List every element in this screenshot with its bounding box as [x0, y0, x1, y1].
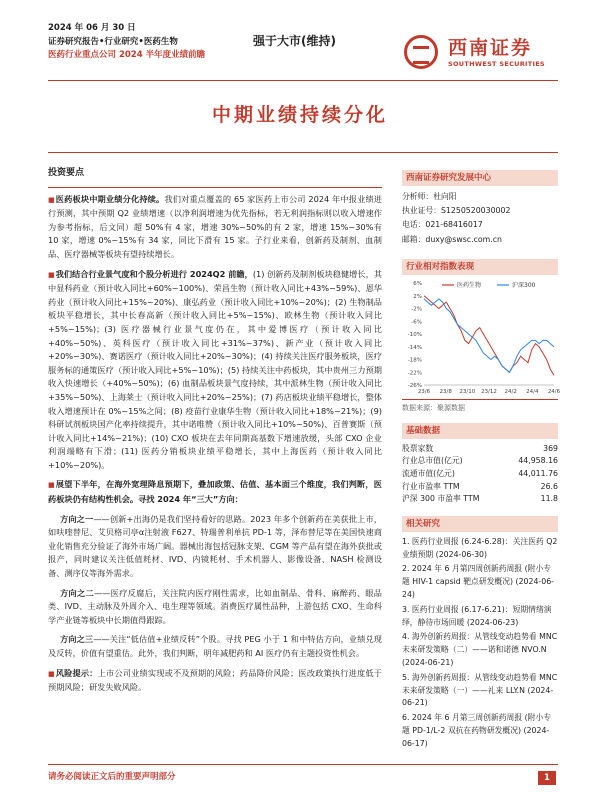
- direction-3-text: ——关注“低估值+业绩反转”个股。寻找 PEG 小于 1 和中特估方向，业绩兑现及反转，价值有望重估。此外，我们判断，明年减肥药和 AI 医疗仍有主题投资性机会。: [48, 634, 382, 658]
- key-point-1-lead: 医药板块中期业绩分化持续。: [55, 193, 165, 204]
- x-tick-label: 23/6: [417, 388, 431, 395]
- bullet-icon: ■: [48, 270, 55, 279]
- x-tick-label: 23/10: [459, 388, 476, 395]
- legend-label: 沪深300: [512, 281, 536, 289]
- rating: 强于大市(维持): [253, 34, 336, 48]
- related-report-link[interactable]: 6. 2024 年 6 月第三周创新药周报 (附小专题 PD-1/L-2 双抗在药物研发概况) (2024-06-17): [402, 713, 552, 748]
- related-report-link[interactable]: 5. 海外创新药周报：从管线变动趋势看 MNC 未来研发策略（一）——礼来 LLY.N (2024-06-21): [402, 672, 558, 708]
- analyst-row: [402, 190, 558, 204]
- sidebar: [402, 170, 561, 753]
- bullet-icon: ■: [48, 195, 55, 204]
- x-tick-label: 23/12: [481, 388, 497, 395]
- x-tick-label: 24/4: [526, 388, 539, 395]
- email-link[interactable]: duxy@swsc.com.cn: [425, 234, 502, 244]
- dept-title: 西南证券研究发展中心: [402, 170, 558, 186]
- report-type: 证券研究报告•行业研究•医药生物: [48, 36, 178, 47]
- page-number: 1: [538, 771, 556, 785]
- bullet-icon: ■: [48, 481, 55, 490]
- x-tick-label: 23/8: [439, 388, 452, 395]
- analyst-name: 杜向阳: [433, 192, 457, 201]
- section-divider: [48, 187, 382, 188]
- y-tick-label: -26%: [407, 382, 422, 389]
- license-row: [402, 204, 558, 218]
- footer-divider: [48, 764, 558, 765]
- basic-data-label: 沪深 300 市盈率 TTM: [402, 494, 480, 504]
- logo-mark-icon: [404, 35, 438, 69]
- brand-logo: [404, 33, 554, 73]
- risk-warning: [48, 667, 382, 695]
- phone-number: 021-68416017: [425, 220, 483, 230]
- direction-2-lead: 方向之二: [60, 587, 94, 598]
- basic-data-label: 股票家数: [402, 443, 434, 453]
- chart-source: 数据来源：聚源数据: [402, 403, 465, 412]
- disclaimer: 请务必阅读正文后的重要声明部分: [48, 772, 176, 782]
- direction-2-text: ——医疗反腐后，关注院内医疗刚性需求，比如血制品、骨科、麻醉药、眼品类、IVD、主动脉及外周介入、电生理等领域。消费医疗属性品种，上游包括 CXO、生命科学产业链等板块中长期值得跟踪。: [48, 587, 382, 625]
- basic-data-value: 44,958.16: [518, 456, 558, 466]
- basic-data-label: 行业市盈率 TTM: [402, 481, 460, 491]
- series-line-pharma: [424, 296, 554, 376]
- key-point-3: [48, 478, 382, 506]
- report-subtitle: 医药行业重点公司 2024 半年度业绩前瞻: [48, 50, 206, 60]
- basic-data-label: 行业总市值(亿元): [402, 456, 463, 466]
- email-row: [402, 233, 558, 247]
- y-tick-label: 6%: [413, 280, 422, 287]
- x-tick-label: 24/6: [547, 388, 561, 395]
- series-line-csi300: [424, 299, 554, 372]
- report-date: 2024 年 06 月 30 日: [48, 23, 136, 33]
- basic-data-value: 44,011.76: [518, 469, 558, 478]
- direction-3: [48, 633, 382, 660]
- basic-data-value: 369: [543, 443, 558, 453]
- header-divider: [48, 80, 558, 81]
- basic-data-title: 基础数据: [402, 423, 558, 439]
- basic-data-value: 11.8: [540, 494, 558, 504]
- key-point-2-text: (1) 创新药及制剂板块稳健增长，其中显科药业（预计收入同比+60%~100%)、荣昌生物（预计收入同比+43%~59%)、恩华药业（预计收入同比+15%~20%)、康弘药业（预计收入同比+10%~20%)；(2) 生物制品板块平稳增长，其中长春高新（预计收入同比+5%~15%)、欧林生物（预计收入同比+5%~15%)；(3) 医疗器械行业景气度仍在，其中爱博医疗（预计收入同比+40%~50%)、英科医疗（预计收入同比+31%~37%)、新产业（预计收入同比+20%~30%)、赛诺医疗（预计收入同比+20%~30%)；(4) 持续关注医疗服务板块，医疗服务标的通策医疗（预计收入同比+5%~10%)；(5) 持续关注中药板块，其中贵州三力预期收入快速增长（+40%~50%)；(6) 血制品板块景气度持续，其中派林生物（预计收入同比+35%~50%)、上海莱士（预计收入同比+20%~25%)；(7) 药店板块业绩平稳增长，整体收入增速预计在 0%~15%之间；(8) 疫苗行业康华生物（预计收入同比+18%~21%)；(9) 科研试剂板块国产化率持续提升，其中诺唯赞（预计收入同比+10%~50%)、百普赛斯（预计收入同比+14%~21%)；(10) CXO 板块在去年同期高基数下增速放缓，头部 CXO 企业利润端略有下滑；(11) 医药分销板块业绩平稳增长，其中上海医药（预计收入同比+10%~20%)。: [48, 268, 382, 470]
- risk-text: 上市公司业绩实现或不及预期的风险；药品降价风险；医改政策执行进度低于预期风险；研发失败风险。: [48, 667, 382, 693]
- main-content: [48, 166, 382, 701]
- key-point-1: [48, 193, 382, 262]
- license-number: S1250520030002: [440, 206, 511, 216]
- basic-data-row: [402, 493, 558, 506]
- brand-name-cn: 西南证券: [448, 37, 533, 59]
- index-chart-svg: [402, 275, 561, 399]
- y-tick-label: -22%: [407, 370, 422, 377]
- analyst-info: [402, 190, 558, 247]
- y-tick-label: -14%: [407, 344, 422, 351]
- direction-2: [48, 587, 382, 628]
- bullet-icon: ■: [48, 669, 55, 678]
- basic-data-table: [402, 443, 558, 506]
- chart-section-title: 行业相对指数表现: [402, 259, 558, 275]
- related-title: 相关研究: [402, 516, 558, 532]
- basic-data-row: [402, 443, 558, 456]
- title-divider: [48, 152, 558, 153]
- key-point-3-lead: 展望下半年，在海外宽理降息预期下，叠加政策、估值、基本面三个维度，我们判断，医药板块仍有结构性机会。寻找 2024 年“三大”方向：: [48, 479, 382, 505]
- basic-data-row: [402, 455, 558, 468]
- key-point-2: [48, 268, 382, 473]
- direction-3-lead: 方向之三: [60, 634, 94, 645]
- page-title: 中期业绩持续分化: [211, 104, 388, 126]
- key-point-1-text: 我们对重点覆盖的 65 家医药上市公司 2024 年中报业绩进行预测，其中预期 Q2 业绩增速（以净利润增速为优先指标，若无利润指标则以收入增速作为参考指标，后文同）超 50%有 4 家，增速 30%~50%的有 2 家，增速 15%~30%有 10 家，增速 0%~15%有 34 家，同比下滑有 15 家。子行业来看，创新药及制剂、血制品、医疗器械等板块有望持续增长。: [48, 193, 382, 259]
- y-tick-label: -2%: [411, 306, 422, 313]
- related-report-link[interactable]: 4. 海外创新药周报：从管线变动趋势看 MNC 未来研发策略（二）——诺和诺德 NVO.N (2024-06-21): [402, 632, 558, 667]
- basic-data-row: [402, 481, 558, 494]
- y-tick-label: -10%: [407, 331, 422, 338]
- y-tick-label: 2%: [413, 293, 422, 300]
- related-list: [402, 536, 558, 751]
- basic-data-label: 流通市值(亿元): [402, 469, 455, 478]
- related-report-link[interactable]: 2. 2024 年 6 月第四周创新药周报 (附小专题 HIV-1 capsid 靶点研发概况) (2024-06-24): [402, 564, 554, 599]
- basic-data-value: 26.6: [540, 481, 558, 491]
- basic-data-row: [402, 468, 558, 481]
- header-meta: [48, 22, 205, 63]
- direction-1: [48, 513, 382, 581]
- phone-label: 电话：: [402, 220, 426, 230]
- y-tick-label: -6%: [411, 319, 422, 326]
- index-chart: [402, 275, 561, 400]
- license-label: 执业证号：: [402, 206, 441, 216]
- brand-name-en: SOUTHWEST SECURITIES: [448, 60, 545, 68]
- section-title: 投资要点: [48, 168, 85, 178]
- risk-lead: 风险提示：: [55, 667, 98, 678]
- y-tick-label: -18%: [407, 357, 422, 364]
- analyst-label: 分析师：: [402, 192, 434, 201]
- direction-1-lead: 方向之一: [60, 513, 94, 524]
- x-tick-label: 24/2: [504, 388, 517, 395]
- related-report-link[interactable]: 3. 医药行业周报 (6.17-6.21)：短期情绪演绎，静待市场回暖 (2024-06-23): [402, 604, 552, 627]
- legend-label: 医药生物: [457, 281, 482, 289]
- direction-1-text: ——创新+出海仍是我们坚持看好的思路。2023 年多个创新药在美获批上市，如呋喹替尼、艾贝格司亭α注射液 F627、特瑞普利单抗 PD-1 等，泽布替尼等在美国快速商业化销售充分验证了海外市场广阔。器械出海包括冠脉支架、CGM 等产品有望在海外获批或报产，同时建议关注低值耗材、IVD、内镜耗材、手术机器人、影像设备、NASH 检测设备、测序仪等海外需求。: [48, 513, 382, 579]
- related-report-link[interactable]: 1. 医药行业周报 (6.24-6.28)：关注医药 Q2 业绩预期 (2024-06-30): [402, 536, 558, 559]
- email-label: 邮箱：: [402, 234, 426, 244]
- phone-row: [402, 218, 558, 232]
- key-point-2-lead: 我们结合行业景气度和个股分析进行 2024Q2 前瞻，: [55, 268, 253, 279]
